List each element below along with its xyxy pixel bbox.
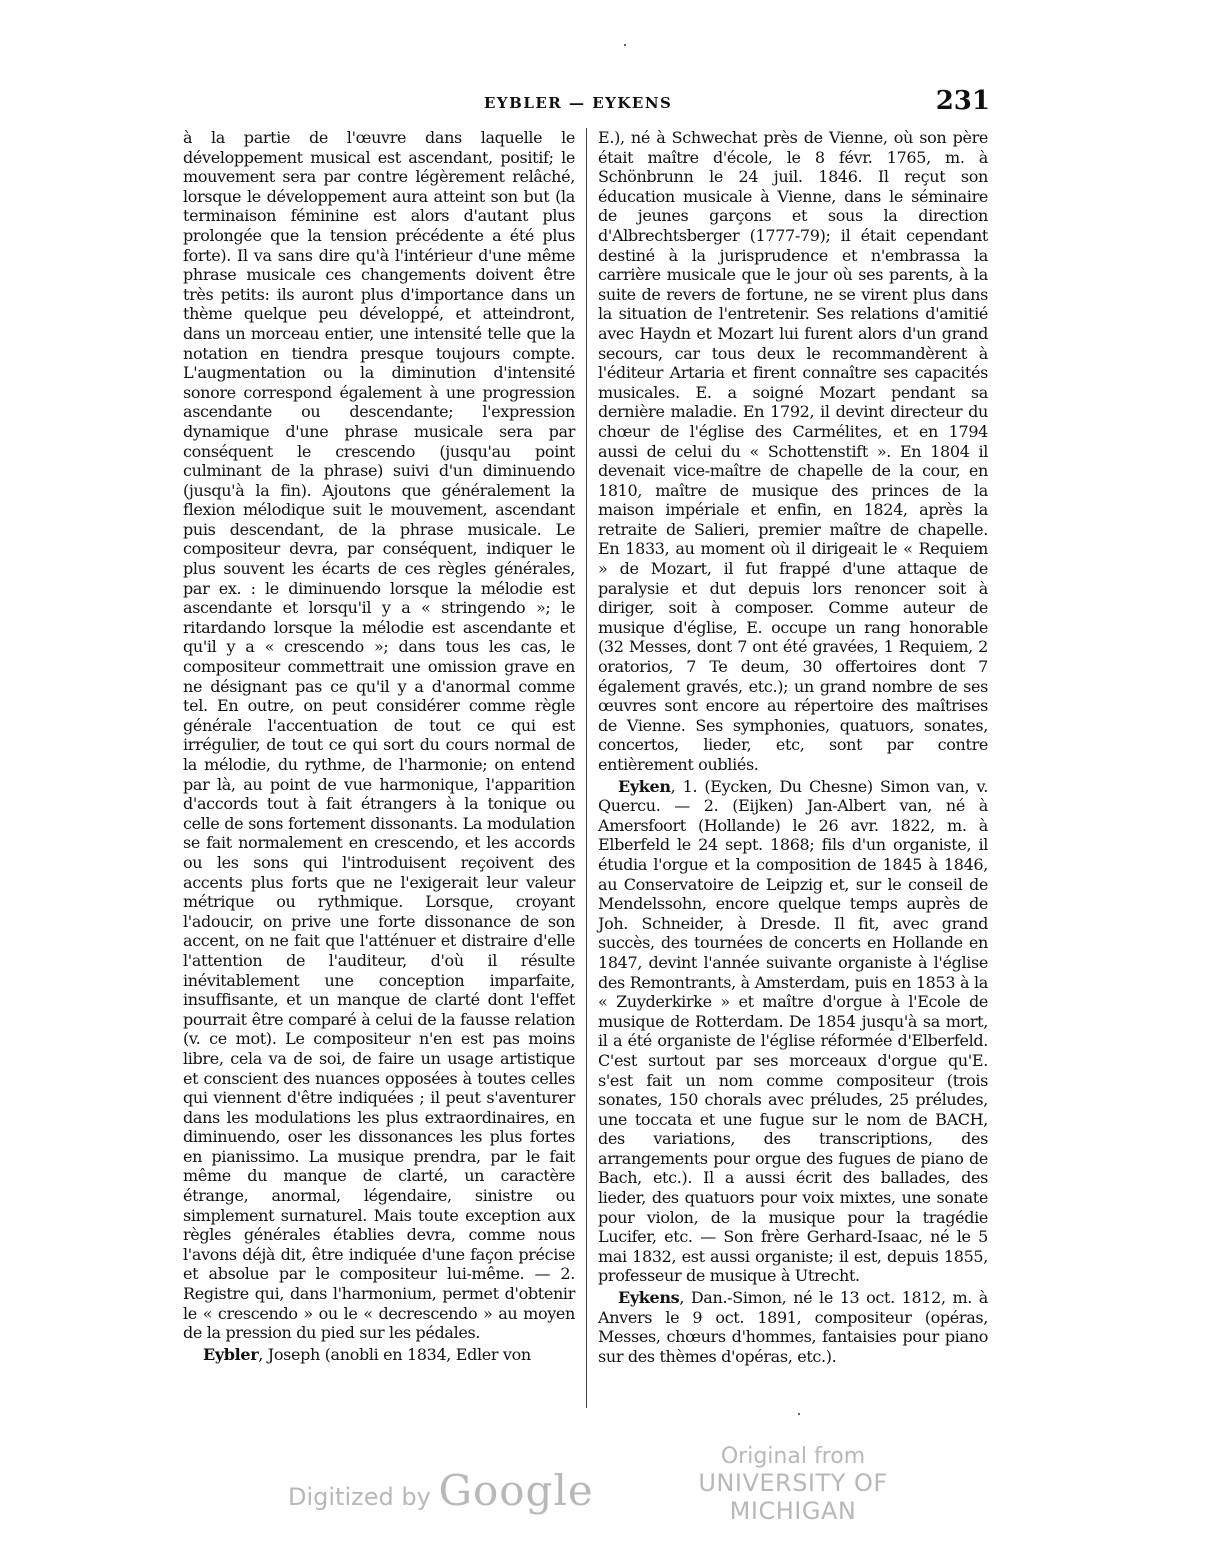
right-column: [598, 128, 988, 1366]
google-logo: Google: [438, 1466, 594, 1515]
university-label: UNIVERSITY OF MICHIGAN: [698, 1469, 888, 1525]
left-column: [183, 128, 575, 1364]
digitized-by-watermark: [288, 1466, 594, 1515]
scan-speck: [624, 44, 626, 46]
original-from-watermark: [668, 1444, 918, 1525]
column-divider: [586, 128, 587, 1408]
article-continuation: à la partie de l'œuvre dans laquelle le développement musical est ascendant, positif; le mouvement sera par contre légèrement relâché, lorsque le développement aura atteint son but (la terminaison féminine est alors d'autant plus prolongée que la tension précédente a été plus forte). Il va sans dire qu'à l'intérieur d'une même phrase musicale ces changements doivent être très petits: ils auront plus d'importance dans un thème quelque peu développé, et atteindront, dans un morceau entier, une intensité telle que la notation en tiendra presque toujours compte. L'augmentation ou la diminution d'intensité sonore correspond également à une progression ascendante ou descendante; l'expression dynamique d'une phrase musicale sera par conséquent le crescendo (jusqu'au point culminant de la phrase) suivi d'un diminuendo (jusqu'à la fin). Ajoutons que généralement la flexion mélodique suit le mouvement, ascendant puis descendant, de la phrase musicale. Le compositeur devra, par conséquent, indiquer le plus souvent les écarts de ces règles générales, par ex. : le diminuendo lorsque la mélodie est ascendante et lorsqu'il y a « stringendo »; le ritardando lorsque la mélodie est ascendante et qu'il y a « crescendo »; dans tous les cas, le compositeur commettrait une omission grave en ne désignant pas ce qu'il y a d'anormal comme tel. En outre, on peut considérer comme règle générale l'accentuation de tout ce qui est irrégulier, de tout ce qui sort du cours normal de la mélodie, du rythme, de l'harmonie; on entend par là, au point de vue harmonique, l'apparition d'accords tout à fait étrangers à la tonique ou celle de sons fortement dissonants. La modulation se fait normalement en crescendo, et les accords ou les sons qui l'introduisent reçoivent des accents plus forts que ne l'exigerait leur valeur métrique ou rythmique. Lorsque, croyant l'adoucir, on prive une forte dissonance de son accent, on ne fait que l'atténuer et distraire d'elle l'attention de l'auditeur, d'où il résulte inévitablement une conception imparfaite, insuffisante, et un manque de clarté dont l'effet pourrait être comparé à celui de la fausse relation (v. ce mot). Le compositeur n'en est pas moins libre, cela va de soi, de faire un usage artistique et conscient des nuances opposées à toutes celles qui viennent d'être indiquées ; il peut s'aventurer dans les modulations les plus extraordinaires, en diminuendo, oser les dissonances les plus fortes en pianissimo. La musique prendra, par le fait même du manque de clarté, un caractère étrange, anormal, légendaire, sinistre ou simplement surnaturel. Mais toute exception aux règles générales établies devra, comme nous l'avons déjà dit, être indiquée d'une façon précise et absolue par le compositeur lui-même. — 2. Registre qui, dans l'harmonium, permet d'obtenir le « crescendo » ou le « decrescendo » au moyen de la pression du pied sur les pédales.: [183, 128, 575, 1343]
entry-eybler-start: Eybler, Joseph (anobli en 1834, Edler von: [203, 1344, 531, 1364]
entry-eykens: Eykens, Dan.-Simon, né le 13 oct. 1812, m. à Anvers le 9 oct. 1891, compositeur (opéras, Messes, chœurs d'hommes, fantaisies pour piano sur des thèmes d'opéras, etc.).: [598, 1288, 988, 1366]
headword: Eyken: [618, 776, 671, 796]
entry-eyken: Eyken, 1. (Eycken, Du Chesne) Simon van, v. Quercu. — 2. (Eijken) Jan-Albert van, né à Amersfoort (Hollande) le 26 avr. 1822, m. à Elberfeld le 24 sept. 1868; fils d'un organiste, il étudia l'orgue et la composition de 1845 à 1846, au Conservatoire de Leipzig et, sur le conseil de Mendelssohn, encore quelque temps auprès de Joh. Schneider, à Dresde. Il fit, avec grand succès, des tournées de concerts en Hollande en 1847, devint l'année suivante organiste à l'église des Remontrants, à Amsterdam, puis en 1853 à la « Zuyderkirke » et maître d'orgue à l'Ecole de musique de Rotterdam. De 1854 jusqu'à sa mort, il a été organiste de l'église réformée d'Elberfeld. C'est surtout par ses morceaux d'orgue qu'E. s'est fait un nom comme compositeur (trois sonates, 150 chorals avec préludes, 25 préludes, une toccata et une fugue sur le nom de BACH, des variations, des transcriptions, des arrangements pour orgue des fugues de piano de Bach, etc.). Il a aussi écrit des ballades, des lieder, des quatuors pour voix mixtes, une sonate pour violon, de la musique pour la tragédie Lucifer, etc. — Son frère Gerhard-Isaac, né le 5 mai 1832, est aussi organiste; il est, depuis 1855, professeur de musique à Utrecht.: [598, 776, 988, 1286]
watermark-footer: [0, 1444, 1207, 1524]
page-number: 231: [935, 86, 990, 116]
running-title: EYBLER — EYKENS: [484, 94, 673, 112]
scan-speck: [798, 1413, 800, 1415]
entry-eybler-continuation: E.), né à Schwechat près de Vienne, où son père était maître d'école, le 8 févr. 1765, m. à Schönbrunn le 24 juil. 1846. Il reçut son éducation musicale à Vienne, dans le séminaire de jeunes garçons et sous la direction d'Albrechtsberger (1777-79); il était cependant destiné à la jurisprudence et n'embrassa la carrière musicale que le jour où ses parents, à la suite de revers de fortune, ne se virent plus dans la situation de l'entretenir. Ses relations d'amitié avec Haydn et Mozart lui furent alors d'un grand secours, car tous deux le recommandèrent à l'éditeur Artaria et firent connaître ses capacités musicales. E. a soigné Mozart pendant sa dernière maladie. En 1792, il devint directeur du chœur de l'église des Carmélites, et en 1794 aussi de celui du « Schottenstift ». En 1804 il devenait vice-maître de chapelle de la cour, en 1810, maître de musique des princes de la maison impériale et enfin, en 1824, après la retraite de Salieri, premier maître de chapelle. En 1833, au moment où il dirigeait le « Requiem » de Mozart, il fut frappé d'une attaque de paralysie et dut depuis lors renoncer soit à diriger, soit à composer. Comme auteur de musique d'église, E. occupe un rang honorable (32 Messes, dont 7 ont été gravées, 1 Requiem, 2 oratorios, 7 Te deum, 30 offertoires dont 7 également gravés, etc.); un grand nombre de ses œuvres sont encore au répertoire des maîtrises de Vienne. Ses symphonies, quatuors, sonates, concertos, lieder, etc, sont par contre entièrement oubliés.: [598, 128, 988, 774]
digitized-prefix: Digitized by: [288, 1483, 431, 1511]
headword: Eykens: [618, 1288, 680, 1308]
headword: Eybler: [203, 1344, 259, 1364]
page-header: [180, 86, 990, 122]
original-from-label: Original from: [720, 1444, 866, 1469]
